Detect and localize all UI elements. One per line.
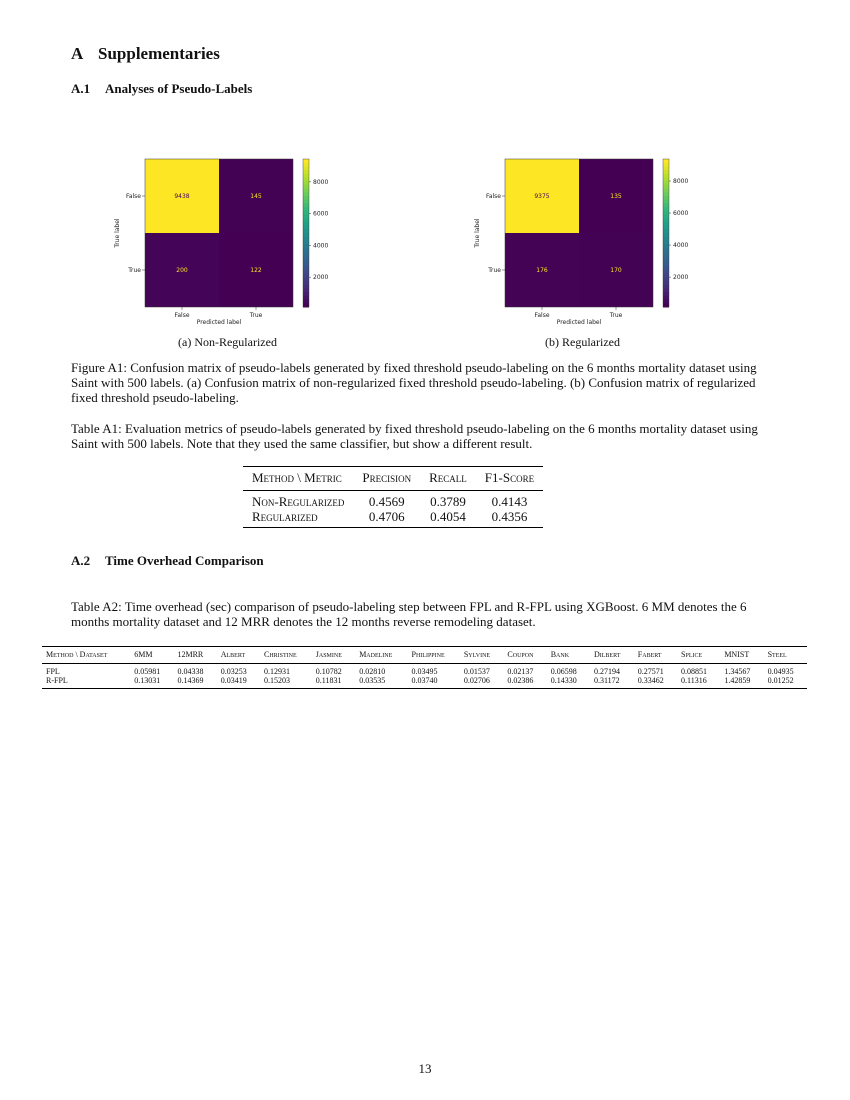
page-number: 13 [418,1061,432,1076]
colorbar-segment [303,233,309,237]
column-header: Splice [681,650,703,659]
table-cell: 0.04338 [177,667,204,676]
colorbar-segment [303,270,309,274]
cm-svg [105,155,365,330]
colorbar-segment [663,240,669,244]
table-cell: 1.34567 [724,667,751,676]
column-header: 12MRR [177,650,204,659]
table-header-row [42,647,807,664]
table-cell: Regularized [252,509,318,524]
colorbar-segment [663,285,669,289]
colorbar-segment [663,296,669,300]
colorbar-tick-label: 2000 [313,274,329,282]
column-header: Precision [362,470,412,485]
colorbar-segment [303,252,309,256]
colorbar-segment [303,211,309,215]
colorbar-segment [663,200,669,204]
colorbar-segment [663,226,669,230]
colorbar-segment [663,170,669,174]
table-cell: R-FPL [46,676,68,685]
table-cell: 0.12931 [264,667,290,676]
table-cell: 0.4054 [430,509,466,524]
metrics-table [243,466,543,528]
colorbar-tick-label: 8000 [673,178,689,186]
colorbar-segment [303,218,309,222]
table-cell: 0.02810 [359,667,386,676]
colorbar-tick-label: 6000 [673,210,689,218]
table-cell: Non-Regularized [252,494,345,509]
table-row [42,676,807,689]
table-cell: 0.03419 [220,676,247,685]
colorbar-segment [663,277,669,281]
colorbar-segment [663,252,669,256]
table1-caption: Table A1: Evaluation metrics of pseudo-labels generated by fixed threshold pseudo-labeling on the 6 months mortality dataset using Saint with 500 labels. Note that they used the same classifier, but show a different result. [71,421,758,451]
table-cell: 0.06598 [550,667,577,676]
y-axis-label: True label [474,218,481,248]
colorbar-segment [303,207,309,211]
colorbar-segment [303,181,309,185]
column-header: Jasmine [315,650,342,659]
colorbar-segment [663,185,669,189]
colorbar-segment [303,266,309,270]
table-cell: 0.27194 [593,667,620,676]
table-cell: 0.13031 [134,676,161,685]
colorbar-segment [663,207,669,211]
colorbar-segment [663,163,669,167]
colorbar-segment [303,274,309,278]
table-cell: 0.05981 [134,667,161,676]
y-tick-label: True [488,267,501,274]
colorbar-segment [303,215,309,219]
subfigure-caption-a: (a) Non-Regularized [178,335,277,349]
table-cell: 0.33462 [637,676,664,685]
colorbar-segment [663,218,669,222]
colorbar-segment [663,166,669,170]
colorbar-segment [303,281,309,285]
y-axis-label: True label [114,218,121,248]
column-header: Philippine [411,650,445,659]
colorbar-segment [663,292,669,296]
colorbar-tick-label: 8000 [313,178,329,186]
cell-value-label: 170 [610,267,622,274]
column-header: Fabert [637,650,662,659]
confusion-matrix-b [465,155,725,335]
time-overhead-table [42,646,807,689]
section-heading [71,44,220,64]
colorbar-segment [303,229,309,233]
colorbar-segment [303,244,309,248]
section-number: A [71,44,84,63]
cell-value-label: 145 [250,193,262,200]
y-tick-label: True [128,267,141,274]
colorbar-segment [303,248,309,252]
y-tick-label: False [485,193,501,200]
table-cell: 0.4356 [491,509,528,524]
colorbar-segment [303,289,309,293]
cell-value-label: 135 [610,193,622,200]
colorbar-segment [303,159,309,163]
colorbar-segment [303,292,309,296]
colorbar-segment [663,255,669,259]
table-cell: 0.03495 [411,667,438,676]
colorbar-segment [663,237,669,241]
colorbar-segment [303,263,309,267]
colorbar-segment [303,185,309,189]
table-cell: 0.31172 [593,676,620,685]
table-header-row [243,467,543,491]
table2-caption: Table A2: Time overhead (sec) comparison of pseudo-labeling step between FPL and R-FPL using XGBoost. 6 MM denotes the 6 months mortality dataset and 12 MRR denotes the 12 months reverse remodeling dataset. [71,599,747,629]
table-cell: 0.03740 [411,676,438,685]
column-header: MNIST [724,650,750,659]
cm-svg [465,155,725,330]
table-row [243,491,543,510]
table-cell: 0.4143 [491,494,528,509]
colorbar-segment [663,222,669,226]
colorbar-segment [663,203,669,207]
section-title: Supplementaries [98,44,220,63]
colorbar-segment [663,281,669,285]
table-row [42,664,807,677]
colorbar-segment [663,229,669,233]
table-cell: 0.08851 [681,667,708,676]
colorbar-segment [303,259,309,263]
table-cell: 0.11316 [681,676,707,685]
subfigure-caption-b: (b) Regularized [545,335,620,349]
column-header: Albert [220,650,246,659]
colorbar-segment [663,196,669,200]
colorbar-segment [303,178,309,182]
colorbar-segment [663,211,669,215]
cell-value-label: 9438 [174,193,190,200]
column-header: 6MM [134,650,153,659]
colorbar-segment [303,170,309,174]
colorbar-tick-label: 6000 [313,210,329,218]
subsection-number: A.1 [71,81,91,96]
column-header: Dilbert [593,650,621,659]
y-tick-label: False [125,193,141,200]
column-header: Christine [264,650,297,659]
colorbar-segment [303,300,309,304]
colorbar-segment [303,222,309,226]
cell-value-label: 122 [250,267,262,274]
table-cell: FPL [46,667,60,676]
colorbar-tick-label: 2000 [673,274,689,282]
table-cell: 0.04935 [767,667,794,676]
column-header: Method \ Dataset [46,650,108,659]
column-header: Madeline [359,650,393,659]
table-cell: 0.03253 [220,667,247,676]
colorbar-segment [303,296,309,300]
colorbar-segment [303,255,309,259]
table-cell: 0.27571 [637,667,664,676]
column-header: Recall [429,470,467,485]
colorbar-segment [663,159,669,163]
figure-caption: Figure A1: Confusion matrix of pseudo-labels generated by fixed threshold pseudo-labeling on the 6 months mortality dataset using Saint with 500 labels. (a) Confusion matrix of non-regularized fixed threshold pseudo-labeling. (b) Confusion matrix of regularized fixed threshold pseudo-labeling. [71,360,757,405]
table-cell: 0.02386 [507,676,534,685]
colorbar-segment [303,237,309,241]
colorbar-segment [663,259,669,263]
colorbar-segment [663,215,669,219]
table-cell: 0.4706 [368,509,405,524]
colorbar-segment [303,200,309,204]
column-header: Steel [767,650,787,659]
x-tick-label: False [534,312,550,319]
colorbar-segment [663,233,669,237]
colorbar-segment [663,244,669,248]
colorbar-segment [303,277,309,281]
colorbar-segment [663,192,669,196]
colorbar-segment [303,203,309,207]
column-header: Bank [550,650,570,659]
colorbar-tick-label: 4000 [313,242,329,250]
colorbar-segment [663,248,669,252]
colorbar-segment [663,300,669,304]
cell-value-label: 200 [176,267,188,274]
table-cell: 1.42859 [724,676,751,685]
column-header: Coupon [507,650,534,659]
colorbar-segment [303,240,309,244]
table-cell: 0.10782 [315,667,342,676]
colorbar-segment [663,274,669,278]
colorbar-segment [303,189,309,193]
table-cell: 0.4569 [368,494,405,509]
colorbar-segment [663,270,669,274]
column-header: Method \ Metric [252,470,342,485]
table-row [243,509,543,528]
table-cell: 0.15203 [264,676,290,685]
x-tick-label: True [609,312,623,319]
table-cell: 0.02137 [507,667,534,676]
colorbar-segment [303,226,309,230]
subsection-heading-a1 [71,81,252,97]
x-axis-label: Predicted label [196,319,242,326]
colorbar-segment [663,181,669,185]
cell-value-label: 9375 [534,193,550,200]
subsection-number: A.2 [71,553,91,568]
table-cell: 0.01537 [463,667,490,676]
table-cell: 0.11831 [315,676,342,685]
table-cell: 0.03535 [359,676,386,685]
colorbar-segment [303,192,309,196]
colorbar-segment [663,178,669,182]
column-header: F1-Score [484,470,535,485]
column-header: Sylvine [463,650,491,659]
colorbar-segment [663,289,669,293]
subsection-heading-a2 [71,553,264,569]
colorbar-segment [663,263,669,267]
colorbar-segment [303,163,309,167]
table-cell: 0.14369 [177,676,204,685]
colorbar-segment [303,196,309,200]
table-cell: 0.01252 [767,676,794,685]
colorbar-segment [663,189,669,193]
colorbar-tick-label: 4000 [673,242,689,250]
x-tick-label: False [174,312,190,319]
colorbar-segment [663,266,669,270]
colorbar-segment [303,166,309,170]
x-axis-label: Predicted label [556,319,602,326]
subsection-title: Analyses of Pseudo-Labels [105,81,253,96]
x-tick-label: True [249,312,263,319]
colorbar-segment [303,174,309,178]
colorbar-segment [303,285,309,289]
colorbar-segment [663,174,669,178]
subsection-title: Time Overhead Comparison [105,553,264,568]
table-cell: 0.3789 [430,494,466,509]
cell-value-label: 176 [536,267,548,274]
confusion-matrix-a [105,155,365,335]
table-cell: 0.02706 [463,676,490,685]
table-cell: 0.14330 [550,676,577,685]
